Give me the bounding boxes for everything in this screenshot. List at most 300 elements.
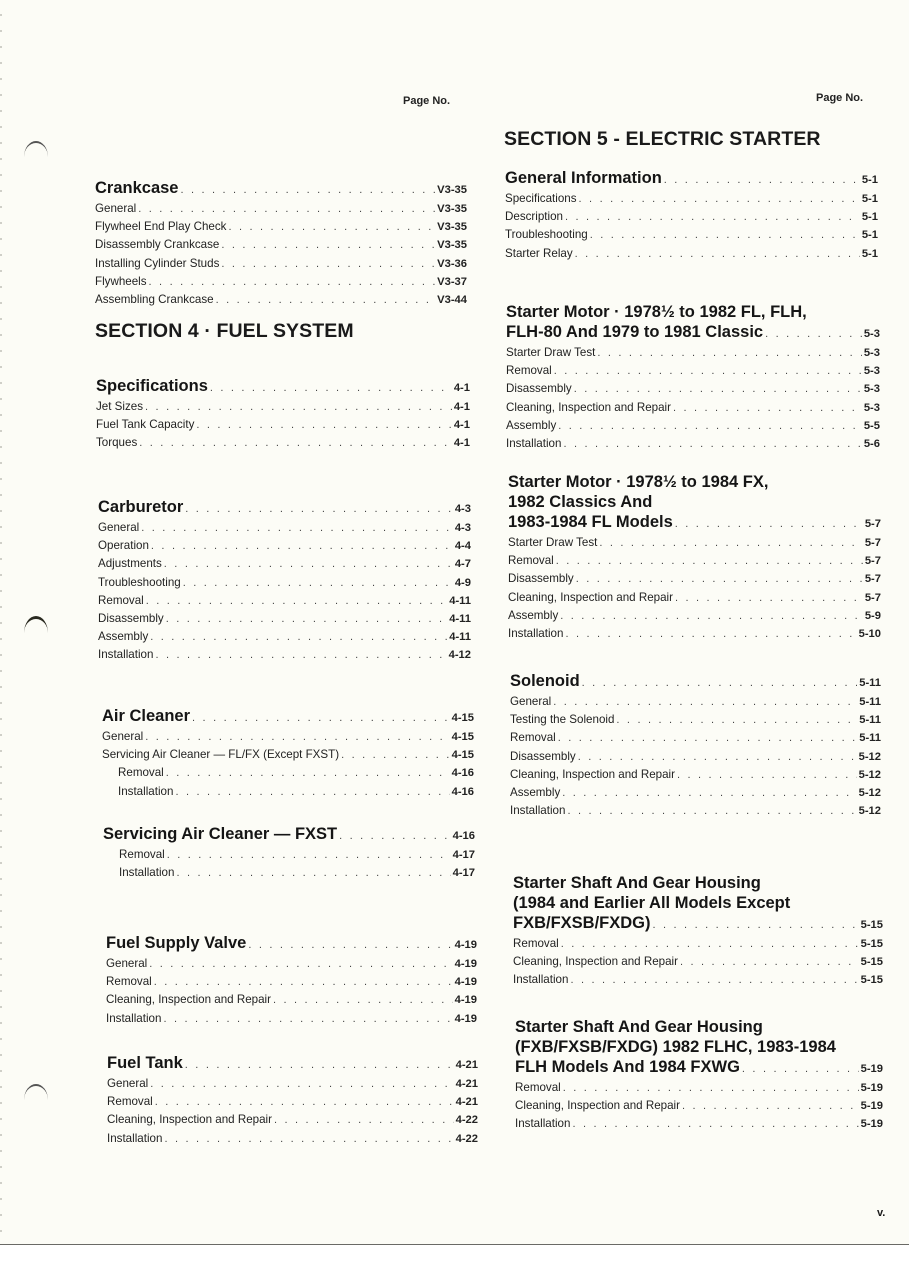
- dot-leader: [221, 256, 435, 273]
- toc-heading-line[interactable]: Starter Shaft And Gear Housing: [515, 1018, 763, 1036]
- toc-entry-label: Troubleshooting: [98, 575, 181, 589]
- toc-entry-label: Fuel Supply Valve: [106, 934, 247, 952]
- toc-entry-page: 4-19: [454, 939, 477, 951]
- toc-entry-label: Specifications: [96, 377, 208, 395]
- toc-group-starter-motor-1: [506, 302, 880, 453]
- toc-entry-label: Installation: [513, 973, 569, 987]
- toc-entry-label: Removal: [513, 937, 559, 950]
- toc-entry-label: General Information: [505, 169, 662, 187]
- footer-page-number: v.: [877, 1207, 886, 1219]
- toc-entry-page: 4-12: [448, 649, 471, 662]
- toc-entry-label: Installation: [515, 1117, 571, 1131]
- dot-leader: [175, 784, 449, 801]
- dot-leader: [163, 1011, 452, 1028]
- page-no-header-left: Page No.: [403, 95, 451, 107]
- toc-entry-label: General: [107, 1077, 149, 1090]
- toc-entry-page: 5-19: [860, 1100, 883, 1113]
- toc-entry-page: 5-9: [864, 609, 881, 622]
- toc-entry-label: Removal: [508, 554, 554, 568]
- toc-entry[interactable]: [515, 1115, 883, 1133]
- toc-entry[interactable]: [506, 344, 880, 362]
- toc-entry-page: 4-22: [455, 1114, 478, 1127]
- toc-entry-label: Assembling Crankcase: [95, 293, 214, 307]
- dot-leader: [164, 556, 453, 573]
- toc-entry-page: 4-11: [449, 613, 471, 626]
- toc-entry-label: Installation: [508, 627, 564, 641]
- toc-entry-heading[interactable]: [515, 1057, 883, 1079]
- toc-entry-page: V3-37: [437, 275, 467, 288]
- toc-entry[interactable]: [98, 574, 471, 592]
- section-5-title: SECTION 5 - ELECTRIC STARTER: [504, 128, 821, 150]
- toc-entry-label: Specifications: [505, 192, 577, 205]
- toc-entry[interactable]: [510, 693, 881, 711]
- toc-entry-page: 5-3: [863, 383, 880, 396]
- dot-leader: [599, 535, 862, 552]
- toc-entry-page: 4-3: [454, 522, 471, 534]
- dot-leader: [582, 673, 858, 693]
- toc-entry-page: 4-21: [455, 1078, 478, 1090]
- toc-entry[interactable]: [508, 552, 881, 570]
- toc-entry-page: 5-11: [859, 732, 881, 745]
- dot-leader: [553, 694, 857, 711]
- toc-entry-heading[interactable]: [505, 168, 878, 190]
- binder-hole-icon: [24, 616, 48, 633]
- dot-leader: [210, 378, 452, 398]
- dot-leader: [183, 575, 453, 592]
- toc-entry[interactable]: [103, 864, 475, 882]
- toc-entry-page: 4-19: [454, 1012, 477, 1025]
- toc-entry-page: 5-15: [860, 938, 883, 950]
- dot-leader: [228, 219, 435, 236]
- toc-entry[interactable]: [95, 236, 467, 254]
- toc-group-servicing-fxst: [103, 824, 475, 882]
- toc-entry[interactable]: [95, 218, 467, 236]
- toc-entry-page: 5-7: [864, 518, 881, 530]
- toc-entry-page: 4-3: [454, 503, 471, 515]
- toc-entry[interactable]: [103, 846, 475, 864]
- binder-hole-icon: [24, 141, 48, 157]
- dot-leader: [567, 803, 856, 820]
- dot-leader: [554, 363, 862, 380]
- toc-entry-heading[interactable]: [513, 913, 883, 935]
- toc-entry-page: 4-1: [453, 419, 470, 432]
- toc-entry-page: 4-17: [452, 849, 475, 861]
- toc-entry-label: Torques: [96, 436, 138, 450]
- dot-leader: [146, 593, 447, 610]
- toc-entry-page: 4-17: [452, 867, 475, 880]
- toc-entry-heading[interactable]: [98, 497, 471, 519]
- dot-leader: [150, 1076, 453, 1093]
- toc-entry[interactable]: [96, 434, 470, 452]
- page-no-header-right: Page No.: [816, 92, 864, 104]
- toc-heading-line[interactable]: (FXB/FXSB/FXDG) 1982 FLHC, 1983-1984: [515, 1038, 836, 1056]
- toc-entry[interactable]: [505, 226, 878, 244]
- toc-entry-page: 4-22: [455, 1132, 478, 1145]
- dot-leader: [563, 1080, 859, 1097]
- toc-entry[interactable]: [98, 592, 471, 610]
- dot-leader: [563, 436, 861, 453]
- toc-entry-page: 5-7: [864, 537, 881, 549]
- toc-entry-label: Installation: [506, 437, 562, 451]
- toc-entry-label: Cleaning, Inspection and Repair: [107, 1113, 272, 1127]
- toc-entry[interactable]: [106, 991, 477, 1009]
- toc-entry-label: Assembly: [506, 418, 557, 432]
- toc-entry-page: 5-3: [863, 365, 880, 378]
- toc-entry[interactable]: [510, 784, 881, 802]
- toc-entry-label: Flywheel End Play Check: [95, 220, 227, 234]
- toc-entry-label: Cleaning, Inspection and Repair: [508, 590, 673, 604]
- toc-entry-page: 5-1: [861, 174, 878, 186]
- toc-entry[interactable]: [506, 362, 880, 380]
- toc-entry-label: Cleaning, Inspection and Repair: [506, 400, 671, 414]
- toc-entry-page: 4-1: [453, 401, 470, 413]
- toc-entry-page: 4-11: [449, 631, 471, 644]
- toc-group-shaft-gear-1: [513, 873, 883, 990]
- dot-leader: [341, 747, 449, 764]
- toc-entry-page: V3-36: [437, 257, 467, 270]
- toc-entry-page: 5-10: [858, 628, 881, 641]
- toc-entry-label: Operation: [98, 539, 149, 553]
- toc-entry-page: 4-15: [451, 731, 474, 743]
- dot-leader: [675, 590, 863, 607]
- toc-entry[interactable]: [95, 255, 467, 273]
- toc-entry-page: V3-35: [437, 221, 467, 234]
- dot-leader: [185, 499, 453, 519]
- toc-entry-page: V3-44: [437, 294, 467, 307]
- toc-entry-label: Description: [505, 210, 563, 224]
- toc-entry-page: 5-15: [860, 974, 883, 987]
- toc-entry-page: 5-19: [860, 1063, 883, 1075]
- dot-leader: [579, 191, 860, 208]
- toc-entry-label: Adjustments: [98, 557, 162, 571]
- toc-entry-label: Starter Relay: [505, 246, 573, 260]
- toc-entry-page: V3-35: [437, 184, 467, 196]
- toc-entry-label: Assembly: [508, 608, 559, 622]
- toc-entry[interactable]: [510, 711, 881, 729]
- toc-entry-label: Installation: [510, 804, 566, 818]
- dot-leader: [180, 180, 435, 200]
- toc-entry-label: Disassembly Crankcase: [95, 238, 220, 252]
- toc-entry-label: Servicing Air Cleaner — FL/FX (Except FXST): [102, 748, 340, 762]
- toc-entry-heading[interactable]: [508, 512, 881, 534]
- toc-entry-label: Installation: [119, 866, 175, 880]
- toc-entry[interactable]: [505, 190, 878, 208]
- toc-entry-page: 4-1: [453, 382, 470, 394]
- toc-entry-page: 5-1: [861, 193, 878, 205]
- toc-entry[interactable]: [513, 971, 883, 989]
- toc-entry[interactable]: [513, 935, 883, 953]
- toc-entry[interactable]: [505, 208, 878, 226]
- dot-leader: [139, 435, 452, 452]
- dot-leader: [653, 915, 859, 935]
- toc-entry-heading[interactable]: [96, 376, 470, 398]
- toc-entry[interactable]: [508, 625, 881, 643]
- dot-leader: [167, 847, 451, 864]
- toc-group-carburetor: [98, 497, 471, 665]
- dot-leader: [574, 381, 862, 398]
- dot-leader: [274, 1112, 454, 1129]
- toc-heading-line[interactable]: Starter Motor · 1978½ to 1984 FX,: [508, 473, 769, 491]
- toc-entry[interactable]: [98, 646, 471, 664]
- toc-entry-label: Servicing Air Cleaner — FXST: [103, 825, 338, 843]
- toc-entry-label: FLH Models And 1984 FXWG: [515, 1058, 740, 1076]
- toc-entry-page: 4-11: [449, 594, 471, 607]
- toc-entry-label: Flywheels: [95, 274, 147, 288]
- toc-group-specifications: [96, 376, 470, 453]
- toc-entry[interactable]: [95, 200, 467, 218]
- dot-leader: [570, 972, 858, 989]
- toc-group-shaft-gear-2: [515, 1017, 883, 1134]
- toc-entry-page: 5-12: [858, 805, 881, 818]
- dot-leader: [166, 765, 450, 782]
- toc-entry-label: FLH-80 And 1979 to 1981 Classic: [506, 323, 764, 341]
- toc-entry-label: Removal: [118, 766, 164, 780]
- toc-entry-page: 4-19: [454, 976, 477, 989]
- page-edge: [0, 0, 2, 1244]
- toc-group-solenoid: [510, 671, 881, 820]
- toc-entry-label: Removal: [106, 975, 152, 989]
- background-below-page: [0, 1245, 909, 1286]
- dot-leader: [558, 730, 857, 747]
- toc-entry-heading[interactable]: [510, 671, 881, 693]
- toc-entry-heading[interactable]: [95, 178, 467, 200]
- dot-leader: [150, 629, 447, 646]
- toc-entry-label: General: [106, 957, 148, 970]
- toc-entry[interactable]: [107, 1130, 478, 1148]
- toc-heading-line[interactable]: Starter Shaft And Gear Housing: [513, 874, 761, 892]
- dot-leader: [273, 992, 453, 1009]
- dot-leader: [176, 865, 450, 882]
- dot-leader: [572, 1116, 858, 1133]
- toc-entry-heading[interactable]: [102, 706, 474, 728]
- toc-entry-page: 5-15: [860, 956, 883, 969]
- toc-entry-page: 4-7: [454, 558, 471, 571]
- toc-entry-page: 4-21: [455, 1096, 478, 1109]
- toc-entry-label: Cleaning, Inspection and Repair: [106, 993, 271, 1007]
- toc-entry-page: 5-1: [861, 247, 878, 260]
- dot-leader: [221, 237, 435, 254]
- toc-entry-page: 4-15: [451, 749, 474, 762]
- toc-entry[interactable]: [505, 245, 878, 263]
- toc-entry-page: 5-15: [860, 919, 883, 931]
- dot-leader: [145, 729, 449, 746]
- toc-heading-line[interactable]: (1984 and Earlier All Models Except: [513, 894, 791, 912]
- toc-entry[interactable]: [515, 1079, 883, 1097]
- toc-entry-heading[interactable]: [506, 322, 880, 344]
- dot-leader: [673, 400, 862, 417]
- dot-leader: [339, 826, 450, 846]
- toc-entry-page: 5-1: [861, 229, 878, 242]
- toc-entry-heading[interactable]: [106, 933, 477, 955]
- toc-entry[interactable]: [513, 953, 883, 971]
- toc-heading-line[interactable]: 1982 Classics And: [508, 493, 653, 511]
- toc-entry-page: 5-11: [859, 696, 881, 708]
- dot-leader: [664, 170, 860, 190]
- toc-entry-page: 4-19: [454, 958, 477, 970]
- toc-entry[interactable]: [515, 1097, 883, 1115]
- toc-entry[interactable]: [106, 1010, 477, 1028]
- dot-leader: [145, 399, 452, 416]
- toc-entry-label: Cleaning, Inspection and Repair: [515, 1099, 680, 1113]
- toc-entry-page: 5-1: [861, 211, 878, 224]
- toc-entry[interactable]: [508, 589, 881, 607]
- toc-entry-page: 4-9: [454, 576, 471, 589]
- toc-entry-page: 5-7: [864, 573, 881, 586]
- toc-entry[interactable]: [98, 610, 471, 628]
- dot-leader: [560, 608, 863, 625]
- toc-entry[interactable]: [506, 417, 880, 435]
- dot-leader: [149, 274, 436, 291]
- toc-entry-page: 5-6: [863, 438, 880, 451]
- toc-group-general-information: [505, 168, 878, 263]
- toc-entry-label: Cleaning, Inspection and Repair: [510, 767, 675, 781]
- dot-leader: [164, 1131, 453, 1148]
- dot-leader: [561, 936, 859, 953]
- dot-leader: [151, 538, 453, 555]
- dot-leader: [565, 626, 856, 643]
- toc-entry-label: Assembly: [98, 630, 149, 644]
- toc-entry-page: 4-15: [451, 712, 474, 724]
- toc-entry-page: 5-5: [863, 419, 880, 432]
- toc-entry[interactable]: [510, 729, 881, 747]
- section-4-title: SECTION 4 · FUEL SYSTEM: [95, 320, 354, 342]
- toc-entry[interactable]: [510, 748, 881, 766]
- dot-leader: [575, 246, 860, 263]
- toc-entry[interactable]: [107, 1111, 478, 1129]
- dot-leader: [616, 712, 857, 729]
- toc-entry-heading[interactable]: [103, 824, 475, 846]
- toc-entry-page: V3-35: [437, 203, 467, 215]
- toc-group-fuel-tank: [107, 1053, 478, 1148]
- toc-entry[interactable]: [95, 291, 467, 309]
- toc-entry[interactable]: [98, 519, 471, 537]
- toc-entry-label: Installation: [98, 648, 154, 662]
- toc-entry-label: Installation: [106, 1011, 162, 1025]
- dot-leader: [149, 956, 452, 973]
- toc-entry-page: 4-21: [455, 1059, 478, 1071]
- toc-entry[interactable]: [106, 955, 477, 973]
- dot-leader: [680, 954, 859, 971]
- dot-leader: [141, 520, 453, 537]
- toc-entry-label: Installation: [118, 784, 174, 798]
- toc-entry-label: Troubleshooting: [505, 228, 588, 242]
- toc-entry-label: Starter Draw Test: [508, 536, 598, 549]
- dot-leader: [138, 201, 435, 218]
- toc-entry-label: Testing the Solenoid: [510, 713, 615, 727]
- toc-entry-page: 5-12: [858, 787, 881, 800]
- toc-entry-label: Carburetor: [98, 498, 184, 516]
- toc-entry[interactable]: [107, 1075, 478, 1093]
- toc-entry-heading[interactable]: [107, 1053, 478, 1075]
- toc-heading-line[interactable]: Starter Motor · 1978½ to 1982 FL, FLH,: [506, 303, 807, 321]
- toc-entry-label: Crankcase: [95, 179, 179, 197]
- toc-entry[interactable]: [102, 728, 474, 746]
- toc-entry[interactable]: [506, 399, 880, 417]
- toc-group-fuel-supply-valve: [106, 933, 477, 1028]
- toc-entry[interactable]: [107, 1093, 478, 1111]
- dot-leader: [576, 571, 863, 588]
- toc-entry[interactable]: [96, 416, 470, 434]
- toc-entry-label: Removal: [510, 731, 556, 745]
- toc-entry[interactable]: [506, 380, 880, 398]
- dot-leader: [216, 292, 436, 309]
- toc-entry[interactable]: [510, 802, 881, 820]
- dot-leader: [248, 935, 452, 955]
- toc-entry-page: 5-3: [863, 347, 880, 359]
- toc-entry[interactable]: [106, 973, 477, 991]
- toc-entry-page: 5-12: [858, 750, 881, 763]
- toc-entry-label: Assembly: [510, 786, 561, 800]
- toc-entry[interactable]: [102, 746, 474, 764]
- dot-leader: [155, 1094, 454, 1111]
- toc-entry-label: Removal: [98, 593, 144, 607]
- dot-leader: [742, 1059, 859, 1079]
- dot-leader: [155, 647, 446, 664]
- toc-entry[interactable]: [508, 607, 881, 625]
- toc-entry-page: 5-3: [863, 401, 880, 414]
- toc-entry-label: Fuel Tank Capacity: [96, 418, 195, 432]
- toc-entry-label: Disassembly: [510, 749, 576, 763]
- toc-entry-page: 4-16: [451, 785, 474, 798]
- toc-entry-label: Installation: [107, 1131, 163, 1145]
- toc-entry[interactable]: [508, 534, 881, 552]
- toc-entry-page: 4-4: [454, 540, 471, 553]
- toc-entry[interactable]: [508, 570, 881, 588]
- toc-entry[interactable]: [95, 273, 467, 291]
- toc-entry[interactable]: [98, 628, 471, 646]
- toc-entry-page: 4-16: [452, 830, 475, 842]
- toc-entry-page: 5-19: [860, 1082, 883, 1094]
- toc-entry[interactable]: [96, 398, 470, 416]
- toc-group-crankcase: [95, 178, 467, 309]
- toc-entry[interactable]: [510, 766, 881, 784]
- toc-entry-label: Disassembly: [506, 382, 572, 396]
- toc-entry-label: Removal: [107, 1095, 153, 1109]
- dot-leader: [196, 417, 451, 434]
- dot-leader: [578, 749, 857, 766]
- dot-leader: [556, 553, 863, 570]
- toc-group-air-cleaner: [102, 706, 474, 801]
- binder-hole-icon: [24, 1084, 48, 1100]
- toc-entry-page: 5-7: [864, 555, 881, 568]
- toc-entry-label: General: [95, 202, 137, 215]
- toc-entry-page: 5-11: [859, 677, 881, 689]
- toc-entry-page: 5-19: [860, 1118, 883, 1131]
- toc-entry-label: Removal: [515, 1081, 561, 1094]
- toc-entry[interactable]: [506, 435, 880, 453]
- dot-leader: [597, 345, 861, 362]
- toc-entry[interactable]: [98, 537, 471, 555]
- toc-entry-label: Disassembly: [98, 612, 164, 626]
- toc-entry[interactable]: [102, 783, 474, 801]
- dot-leader: [677, 767, 857, 784]
- toc-entry-label: Cleaning, Inspection and Repair: [513, 955, 678, 969]
- toc-entry-label: Removal: [119, 848, 165, 861]
- toc-entry-label: Fuel Tank: [107, 1054, 183, 1072]
- dot-leader: [166, 611, 448, 628]
- toc-entry-page: 5-7: [864, 591, 881, 604]
- toc-entry-page: 4-1: [453, 437, 470, 450]
- toc-entry-page: 5-11: [859, 714, 881, 727]
- toc-entry-label: Removal: [506, 364, 552, 378]
- toc-entry-page: 4-19: [454, 994, 477, 1007]
- toc-entry-label: General: [102, 730, 144, 743]
- toc-entry-page: V3-35: [437, 239, 467, 252]
- toc-entry[interactable]: [102, 764, 474, 782]
- toc-entry-label: 1983-1984 FL Models: [508, 513, 673, 531]
- toc-entry-label: Installing Cylinder Studs: [95, 256, 220, 270]
- toc-entry[interactable]: [98, 555, 471, 573]
